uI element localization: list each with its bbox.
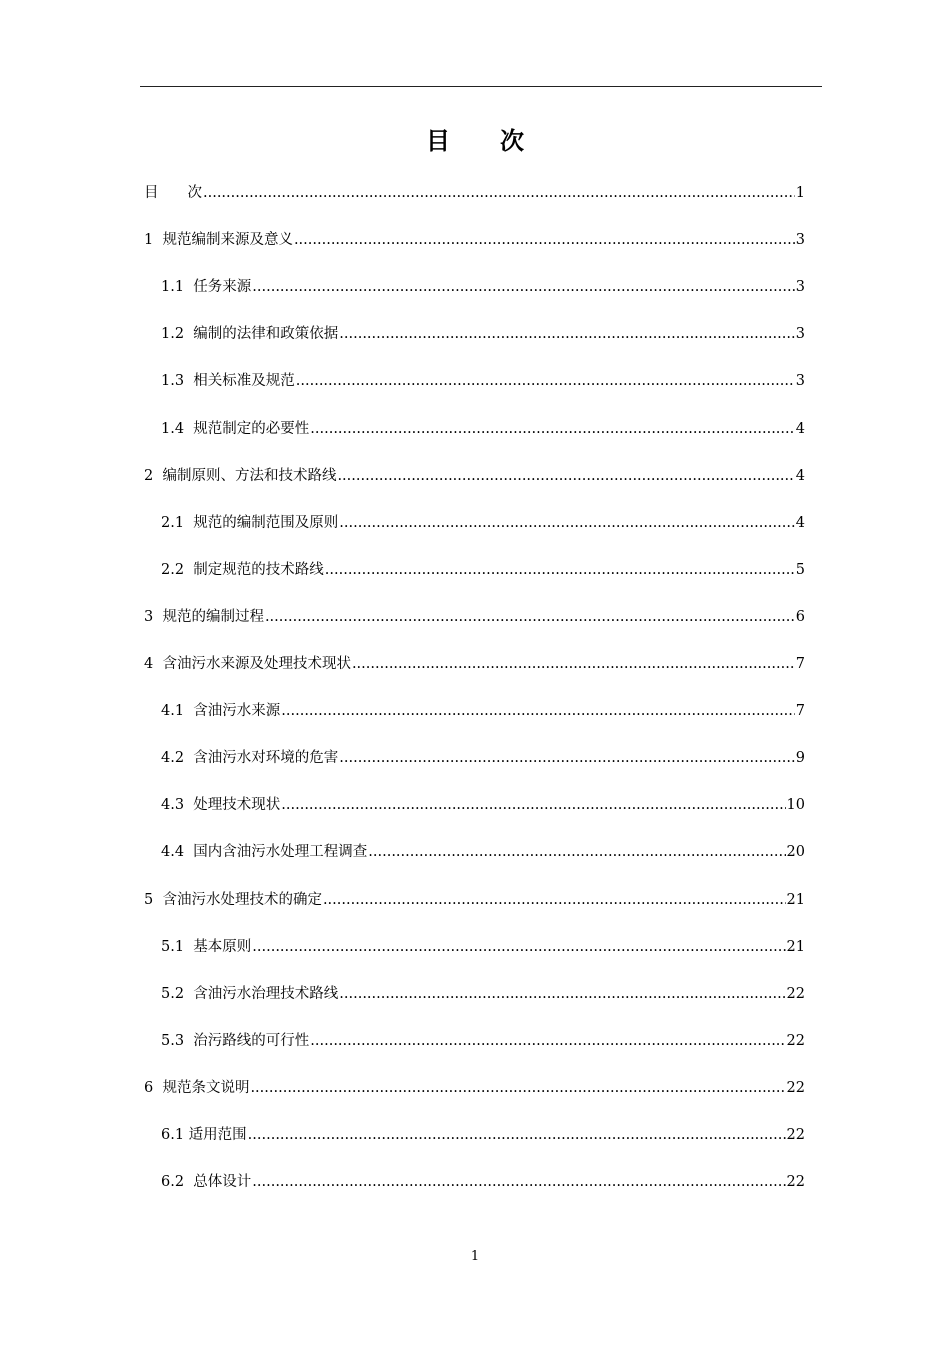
toc-dot-leader — [339, 748, 794, 768]
toc-dot-leader — [352, 654, 795, 674]
toc-entry[interactable] — [161, 937, 805, 957]
toc-dot-leader — [325, 560, 795, 580]
toc-entry[interactable] — [144, 230, 805, 250]
toc-entry-label: 制定规范的技术路线 — [193, 561, 324, 578]
toc-entry-number: 6.1 — [161, 1127, 185, 1143]
toc-dot-leader — [296, 371, 795, 391]
toc-dot-leader — [203, 183, 795, 203]
toc-entry-page: 7 — [795, 656, 805, 672]
toc-dot-leader — [339, 984, 785, 1004]
toc-dot-leader — [339, 324, 794, 344]
toc-entry-label: 处理技术现状 — [193, 797, 281, 814]
toc-entry[interactable] — [144, 890, 805, 910]
toc-entry-page: 21 — [786, 938, 805, 955]
page-title-char-2: 次 — [500, 127, 524, 155]
toc-entry-label: 编制原则、方法和技术路线 — [162, 467, 337, 484]
toc-entry-label: 规范的编制范围及原则 — [193, 514, 339, 531]
toc-entry-number: 6 — [144, 1079, 154, 1096]
toc-entry-page: 22 — [786, 985, 805, 1002]
toc-entry[interactable] — [161, 842, 805, 862]
toc-dot-leader — [323, 890, 786, 910]
toc-entry-page: 1 — [795, 185, 805, 201]
toc-entry-number: 1 — [144, 232, 154, 249]
toc-entry-label: 治污路线的可行性 — [193, 1032, 310, 1049]
toc-entry-page: 5 — [795, 561, 805, 578]
toc-entry-label: 国内含油污水处理工程调查 — [193, 844, 368, 861]
toc-entry-page: 20 — [786, 844, 805, 861]
toc-entry-number: 5.2 — [161, 985, 185, 1002]
toc-entry-page: 3 — [795, 279, 805, 296]
toc-entry-label: 含油污水对环境的危害 — [193, 750, 339, 767]
toc-entry-number: 2.2 — [161, 561, 185, 578]
toc-entry-page: 4 — [795, 420, 805, 437]
toc-entry[interactable] — [144, 654, 805, 674]
toc-dot-leader — [310, 1031, 785, 1051]
toc-entry-number: 1.2 — [161, 326, 185, 343]
toc-entry-number: 4.1 — [161, 703, 185, 720]
toc-entry-page: 22 — [786, 1127, 805, 1143]
toc-dot-leader — [281, 795, 785, 815]
toc-dot-leader — [310, 419, 794, 439]
toc-entry-label: 相关标准及规范 — [193, 373, 295, 390]
toc-entry-number: 5.3 — [161, 1032, 185, 1049]
toc-dot-leader — [252, 1172, 785, 1192]
toc-entry-number: 6.2 — [161, 1174, 185, 1191]
toc-entry-label: 规范条文说明 — [162, 1079, 250, 1096]
page-title-char-1: 目 — [426, 127, 450, 155]
toc-entry[interactable] — [144, 607, 805, 627]
toc-entry-label: 编制的法律和政策依据 — [193, 326, 339, 343]
toc-entry[interactable] — [144, 1078, 805, 1098]
toc-entry-page: 21 — [786, 891, 805, 908]
toc-entry[interactable] — [161, 1172, 805, 1192]
toc-entry[interactable] — [161, 1031, 805, 1051]
toc-entry-label: 含油污水处理技术的确定 — [162, 891, 322, 908]
toc-dot-leader — [337, 466, 794, 486]
toc-entry-number: 4.3 — [161, 797, 185, 814]
toc-dot-leader — [252, 937, 785, 957]
toc-entry[interactable] — [144, 183, 805, 203]
toc-entry-label: 规范的编制过程 — [162, 608, 264, 625]
toc-dot-leader — [248, 1125, 786, 1145]
toc-entry-page: 10 — [786, 797, 805, 814]
toc-entry-number: 5 — [144, 891, 154, 908]
toc-entry[interactable] — [161, 371, 805, 391]
toc-entry-label: 含油污水治理技术路线 — [193, 985, 339, 1002]
toc-entry-label: 含油污水来源及处理技术现状 — [162, 656, 351, 672]
toc-entry-label: 任务来源 — [193, 279, 252, 296]
toc-entry-number: 1.3 — [161, 373, 185, 390]
toc-entry-page: 22 — [786, 1174, 805, 1191]
toc-entry-page: 4 — [795, 514, 805, 531]
toc-entry-label: 总体设计 — [193, 1174, 252, 1191]
toc-entry[interactable] — [161, 324, 805, 344]
toc-entry-page: 3 — [795, 326, 805, 343]
toc-dot-leader — [250, 1078, 785, 1098]
toc-entry-page: 3 — [795, 232, 805, 249]
toc-entry-number: 1.1 — [161, 279, 185, 296]
toc-entry[interactable] — [161, 748, 805, 768]
toc-entry[interactable] — [161, 560, 805, 580]
toc-entry-number: 5.1 — [161, 938, 185, 955]
toc-entry[interactable] — [161, 1125, 805, 1145]
toc-entry[interactable] — [161, 419, 805, 439]
toc-entry-page: 3 — [795, 373, 805, 390]
toc-entry[interactable] — [161, 701, 805, 721]
toc-entry[interactable] — [161, 513, 805, 533]
toc-entry-number: 2.1 — [161, 514, 185, 531]
toc-entry-number: 4.4 — [161, 844, 185, 861]
toc-entry-number: 3 — [144, 608, 154, 625]
toc-entry[interactable] — [161, 277, 805, 297]
toc-entry-number: 4 — [144, 656, 154, 672]
toc-entry-number: 1.4 — [161, 420, 185, 437]
toc-entry-page: 9 — [795, 750, 805, 767]
toc-entry-label: 规范编制来源及意义 — [162, 232, 293, 249]
toc-entry-number: 2 — [144, 467, 154, 484]
toc-entry-label: 目 次 — [144, 185, 202, 201]
toc-entry-page: 22 — [786, 1032, 805, 1049]
toc-entry[interactable] — [161, 984, 805, 1004]
toc-entry-page: 4 — [795, 467, 805, 484]
toc-dot-leader — [265, 607, 795, 627]
toc-entry[interactable] — [161, 795, 805, 815]
toc-entry-page: 7 — [795, 703, 805, 720]
toc-dot-leader — [339, 513, 794, 533]
toc-entry-number: 4.2 — [161, 750, 185, 767]
toc-entry-label: 含油污水来源 — [193, 703, 281, 720]
toc-entry-page: 22 — [786, 1079, 805, 1096]
toc-entry-label: 适用范围 — [188, 1127, 247, 1143]
toc-dot-leader — [368, 842, 785, 862]
page-number: 1 — [470, 1249, 480, 1264]
toc-entry-label: 基本原则 — [193, 938, 252, 955]
toc-dot-leader — [294, 230, 795, 250]
toc-entry-label: 规范制定的必要性 — [193, 420, 310, 437]
toc-entry[interactable] — [144, 466, 805, 486]
toc-dot-leader — [252, 277, 794, 297]
toc-entry-page: 6 — [795, 608, 805, 625]
toc-dot-leader — [281, 701, 794, 721]
